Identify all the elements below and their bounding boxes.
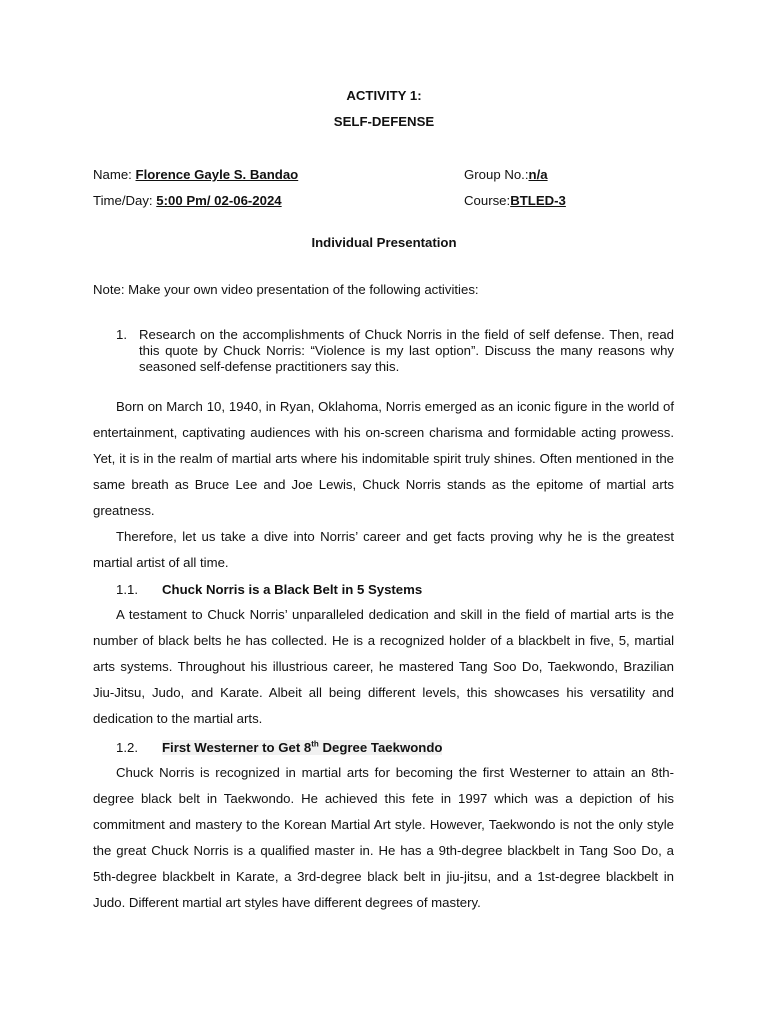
section-1-title: Chuck Norris is a Black Belt in 5 Systems bbox=[162, 582, 423, 597]
subtitle: Individual Presentation bbox=[311, 235, 457, 250]
note: Note: Make your own video presentation of the following activities: bbox=[93, 282, 479, 297]
section-1-body: A testament to Chuck Norris’ unparalleled dedication and skill in the field of martial arts is the number of black belts he has collected. He is a recognized holder of a blackbelt in five, 5, martial arts systems. Throughout his illustrious career, he mastered Tang Soo Do, Taekwondo, Brazilian Jiu-Jitsu, Judo, and Karate. Albeit all being different levels, this showcases his versatility and dedication to the martial arts. bbox=[93, 607, 674, 726]
section-2-title-after: Degree Taekwondo bbox=[318, 740, 443, 755]
section-2-number: 1.2. bbox=[116, 740, 138, 755]
course-label: Course: bbox=[464, 193, 511, 208]
name-value: Florence Gayle S. Bandao bbox=[135, 167, 299, 182]
course-line bbox=[464, 193, 566, 208]
time-value: 5:00 Pm/ 02-06-2024 bbox=[156, 193, 282, 208]
section-2-body: Chuck Norris is recognized in martial arts for becoming the first Westerner to attain an 8th-degree black belt in Taekwondo. He achieved this fete in 1997 which was a depiction of his commitment and mastery to the Korean Martial Art style. However, Taekwondo is not the only style the great Chuck Norris is a qualified master in. He has a 9th-degree blackbelt in Tang Soo Do, a 5th-degree blackbelt in Karate, a 3rd-degree black belt in jiu-jitsu, and a 1st-degree blackbelt in Judo. Different martial art styles have different degrees of mastery. bbox=[93, 765, 674, 910]
section-1-number: 1.1. bbox=[116, 582, 138, 597]
group-label: Group No.: bbox=[464, 167, 529, 182]
topic-title: SELF-DEFENSE bbox=[333, 114, 435, 129]
group-value: n/a bbox=[528, 167, 548, 182]
name-line bbox=[93, 167, 298, 182]
time-label: Time/Day: bbox=[93, 193, 157, 208]
question-number: 1. bbox=[116, 327, 127, 342]
question-text: Research on the accomplishments of Chuck Norris in the field of self defense. Then, read this quote by Chuck Norris: “Violence is my last option”. Discuss the many reasons why seasoned self-defense practitioners say this. bbox=[139, 327, 674, 374]
intro-paragraph: Born on March 10, 1940, in Ryan, Oklahoma, Norris emerged as an iconic figure in the world of entertainment, captivating audiences with his on-screen charisma and formidable acting prowess. Yet, it is in the realm of martial arts where his indomitable spirit truly shines. Often mentioned in the same breath as Bruce Lee and Joe Lewis, Chuck Norris stands as the epitome of martial arts greatness. bbox=[93, 399, 674, 518]
activity-title: ACTIVITY 1: bbox=[346, 88, 422, 103]
section-2-title-before: First Westerner to Get 8 bbox=[162, 740, 312, 755]
section-2-title-sup: th bbox=[311, 739, 319, 749]
course-value: BTLED-3 bbox=[510, 193, 566, 208]
section-2-title bbox=[162, 740, 442, 755]
group-line bbox=[464, 167, 548, 182]
name-label: Name: bbox=[93, 167, 136, 182]
therefore-paragraph: Therefore, let us take a dive into Norris’ career and get facts proving why he is the greatest martial artist of all time. bbox=[93, 529, 674, 570]
time-line bbox=[93, 193, 282, 208]
